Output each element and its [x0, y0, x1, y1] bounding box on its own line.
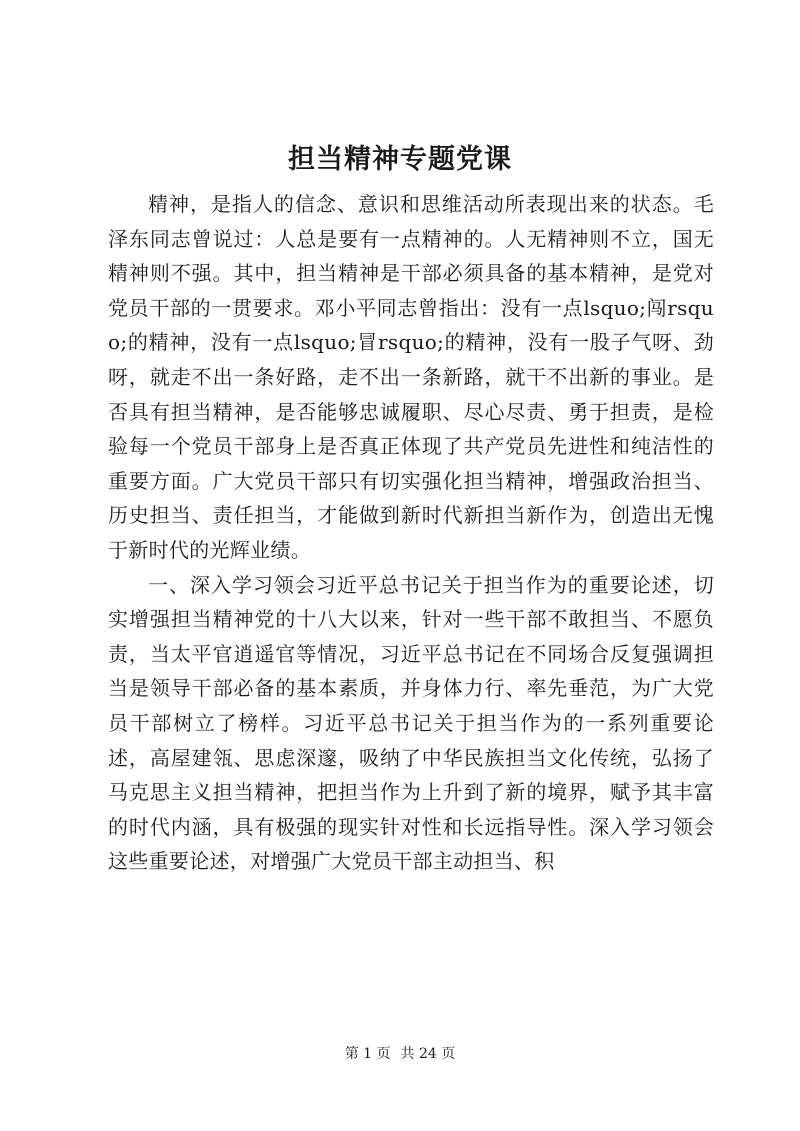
document-title: 担当精神专题党课 [288, 144, 512, 175]
document-body [108, 187, 714, 879]
total-pages: 共 24 页 [400, 1046, 456, 1062]
paragraph-intro: 精神，是指人的信念、意识和思维活动所表现出来的状态。毛泽东同志曾说过：人总是要有一点精神的。人无精神则不立，国无精神则不强。其中，担当精神是干部必须具备的基本精神，是党对党员干部的一贯要求。邓小平同志曾指出：没有一点lsquo;闯rsquo;的精神，没有一点lsquo;冒rsquo;的精神，没有一股子气呀、劲呀，就走不出一条好路，走不出一条新路，就干不出新的事业。是否具有担当精神，是否能够忠诚履职、尽心尽责、勇于担责，是检验每一个党员干部身上是否真正体现了共产党员先进性和纯洁性的重要方面。广大党员干部只有切实强化担当精神，增强政治担当、历史担当、责任担当，才能做到新时代新担当新作为，创造出无愧于新时代的光辉业绩。 [108, 192, 714, 562]
paragraph-section-one: 一、深入学习领会习近平总书记关于担当作为的重要论述，切实增强担当精神党的十八大以来，针对一些干部不敢担当、不愿负责，当太平官逍遥官等情况，习近平总书记在不同场合反复强调担当是领导干部必备的基本素质，并身体力行、率先垂范，为广大党员干部树立了榜样。习近平总书记关于担当作为的一系列重要论述，高屋建瓴、思虑深邃，吸纳了中华民族担当文化传统，弘扬了马克思主义担当精神，把担当作为上升到了新的境界，赋予其丰富的时代内涵，具有极强的现实针对性和长远指导性。深入学习领会这些重要论述，对增强广大党员干部主动担当、积 [108, 572, 714, 874]
page-number: 第 1 页 [344, 1046, 391, 1062]
page-footer [0, 1044, 800, 1064]
